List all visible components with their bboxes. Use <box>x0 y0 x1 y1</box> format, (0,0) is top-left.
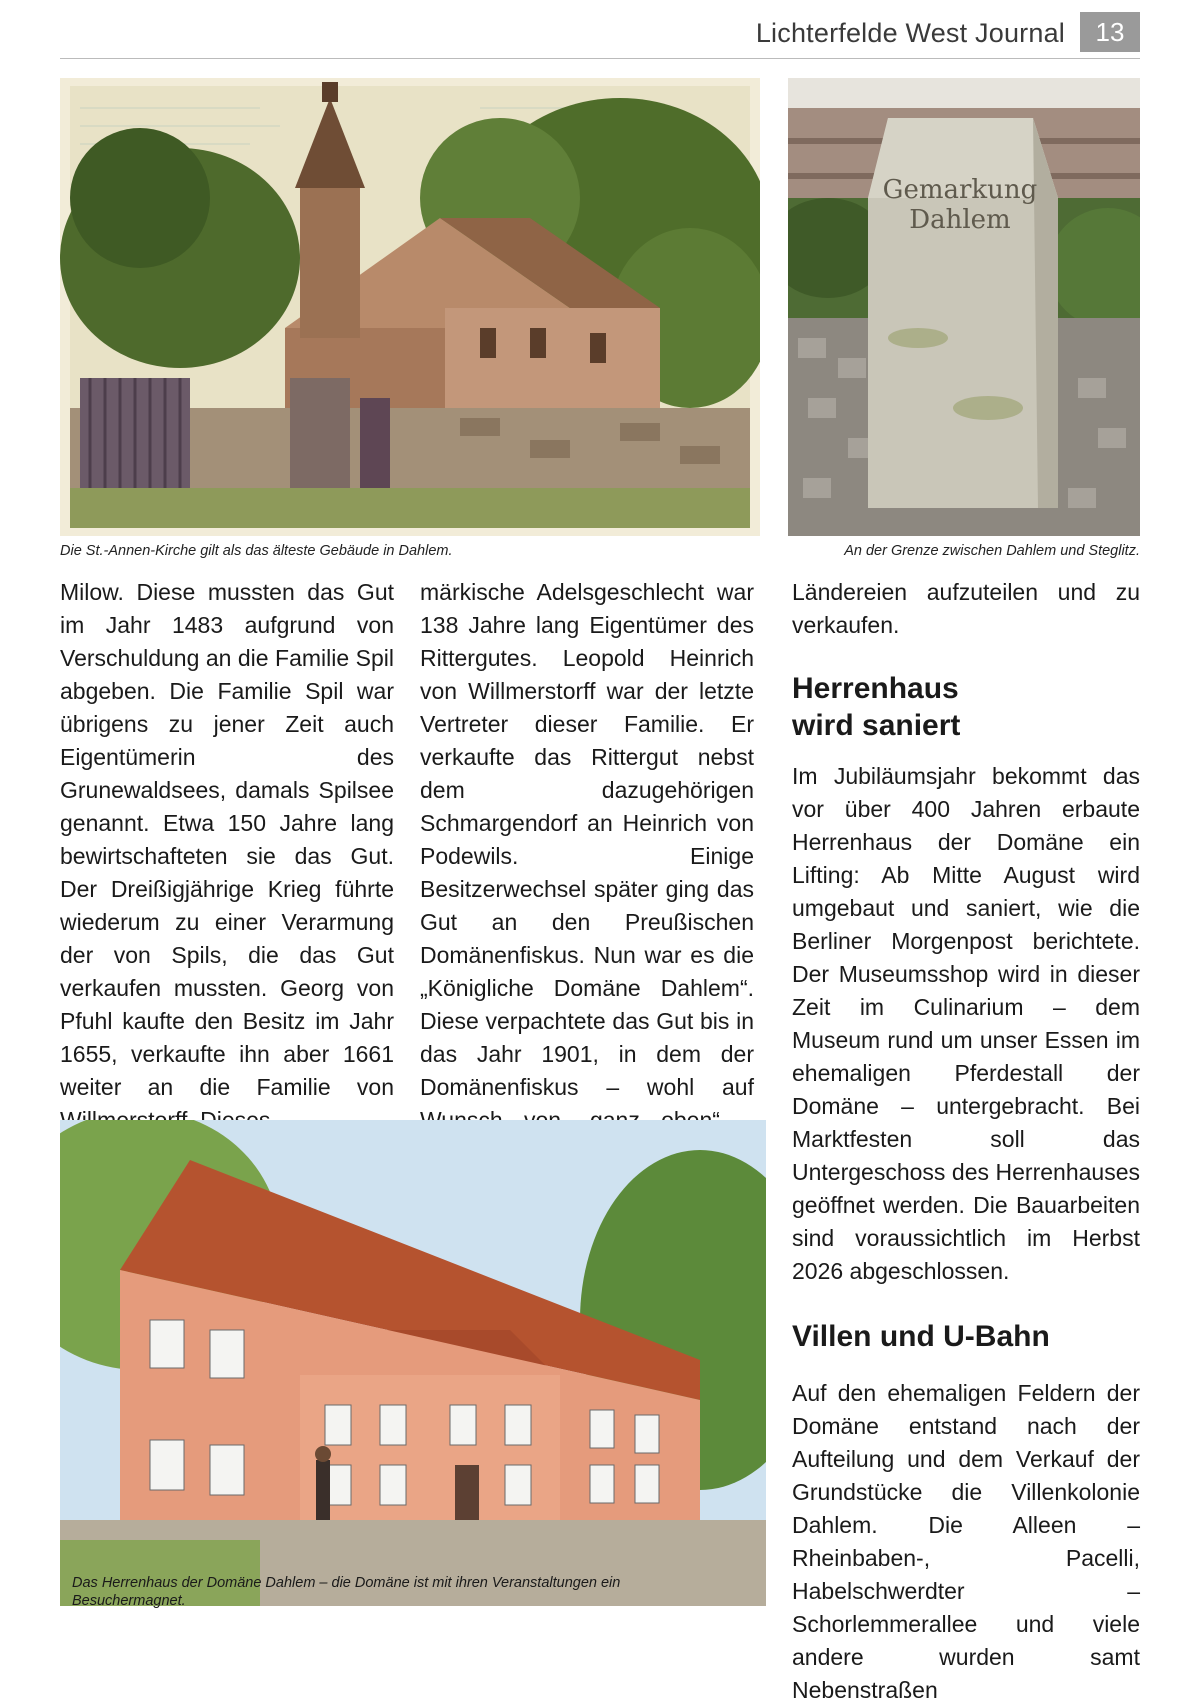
header-rule <box>60 58 1140 59</box>
stone-caption: An der Grenze zwischen Dahlem und Steglitz. <box>844 543 1140 559</box>
church-illustration <box>60 78 760 536</box>
page-number-badge: 13 <box>1080 12 1140 52</box>
article-column-1 <box>60 576 394 1137</box>
church-illustration-svg <box>60 78 760 536</box>
stone-inscription-line2: Dahlem <box>909 205 1011 235</box>
column-3-intro: Ländereien aufzuteilen und zu verkaufen. <box>792 579 1140 638</box>
article-column-2 <box>420 576 754 1170</box>
column-1-text: Milow. Diese mussten das Gut im Jahr 1483 aufgrund von Verschuldung an die Familie Spil abgeben. Die Familie Spil war übrigens zu jener Zeit auch Eigentümerin des Grunewaldsees, damals Spilsee genannt. Etwa 150 Jahre lang bewirtschafteten sie das Gut. Der Dreißigjährige Krieg führte wiederum zu einer Verarmung der von Spils, die das Gut verkaufen mussten. Georg von Pfuhl kaufte den Besitz im Jahr 1655, verkaufte ihn aber 1661 weiter an die Familie von <box>60 579 394 1100</box>
church-caption: Die St.-Annen-Kirche gilt als das älteste Gebäude in Dahlem. <box>60 543 453 559</box>
manor-house-svg <box>60 1120 766 1606</box>
journal-title: Lichterfelde West Journal <box>755 18 1065 48</box>
heading-herrenhaus: Herrenhaus wird saniert <box>792 672 961 742</box>
section-villen-text: Auf den ehemaligen Feldern der Domäne entstand nach der Aufteilung und dem Verkauf der Grundstücke die Villenkolonie Dahlem. Die Alleen – Rheinbaben-, Pacelli, Habelschwerdter – Schorlemmerallee und viele andere wurden samt Nebenstraßen <box>792 1380 1140 1703</box>
manor-house-photo <box>60 1120 766 1606</box>
section-herrenhaus-text: Im Jubiläumsjahr bekommt das vor über 400 Jahren erbaute Herrenhaus der Domäne ein Lifting: Ab Mitte August wird umgebaut und saniert, wie die Berliner Morgenpost berichtete. Der Museumsshop wird in dieser Zeit im Culinarium – dem Museum rund um unser Essen im ehemaligen Pferdestall der Domäne – untergebracht. Bei Marktfesten soll das Untergeschoss des Herrenhauses geöffnet werden. Die Bauarbeiten sind voraussichtlich im Herbst 2026 abgeschlossen. <box>792 763 1140 1284</box>
boundary-stone-photo <box>788 78 1140 536</box>
stone-inscription-line1: Gemarkung <box>882 175 1038 205</box>
column-2-text: märkische Adelsgeschlecht war 138 Jahre lang Eigentümer des Rittergutes. Leopold Heinrich von Willmerstorff war der letzte Vertreter dieser Familie. Er verkaufte das Rittergut nebst dem dazugehörigen Schmargendorf an Heinrich von Podewils. Einige Besitzerwechsel später ging das Gut an den Preußischen Domänenfiskus. Nun war es die „Königliche Domäne Dahlem“. Diese verpachtete das Gut bis in das Jahr 1901, in dem der Domänenfiskus – wohl auf <box>420 579 754 1100</box>
article-column-3 <box>792 576 1140 1707</box>
boundary-stone-svg <box>788 78 1140 536</box>
manor-caption: Das Herrenhaus der Domäne Dahlem – die Domäne ist mit ihren Veranstaltungen ein Besuchermagnet. <box>72 1575 621 1609</box>
heading-villen: Villen und U-Bahn <box>792 1320 1050 1353</box>
